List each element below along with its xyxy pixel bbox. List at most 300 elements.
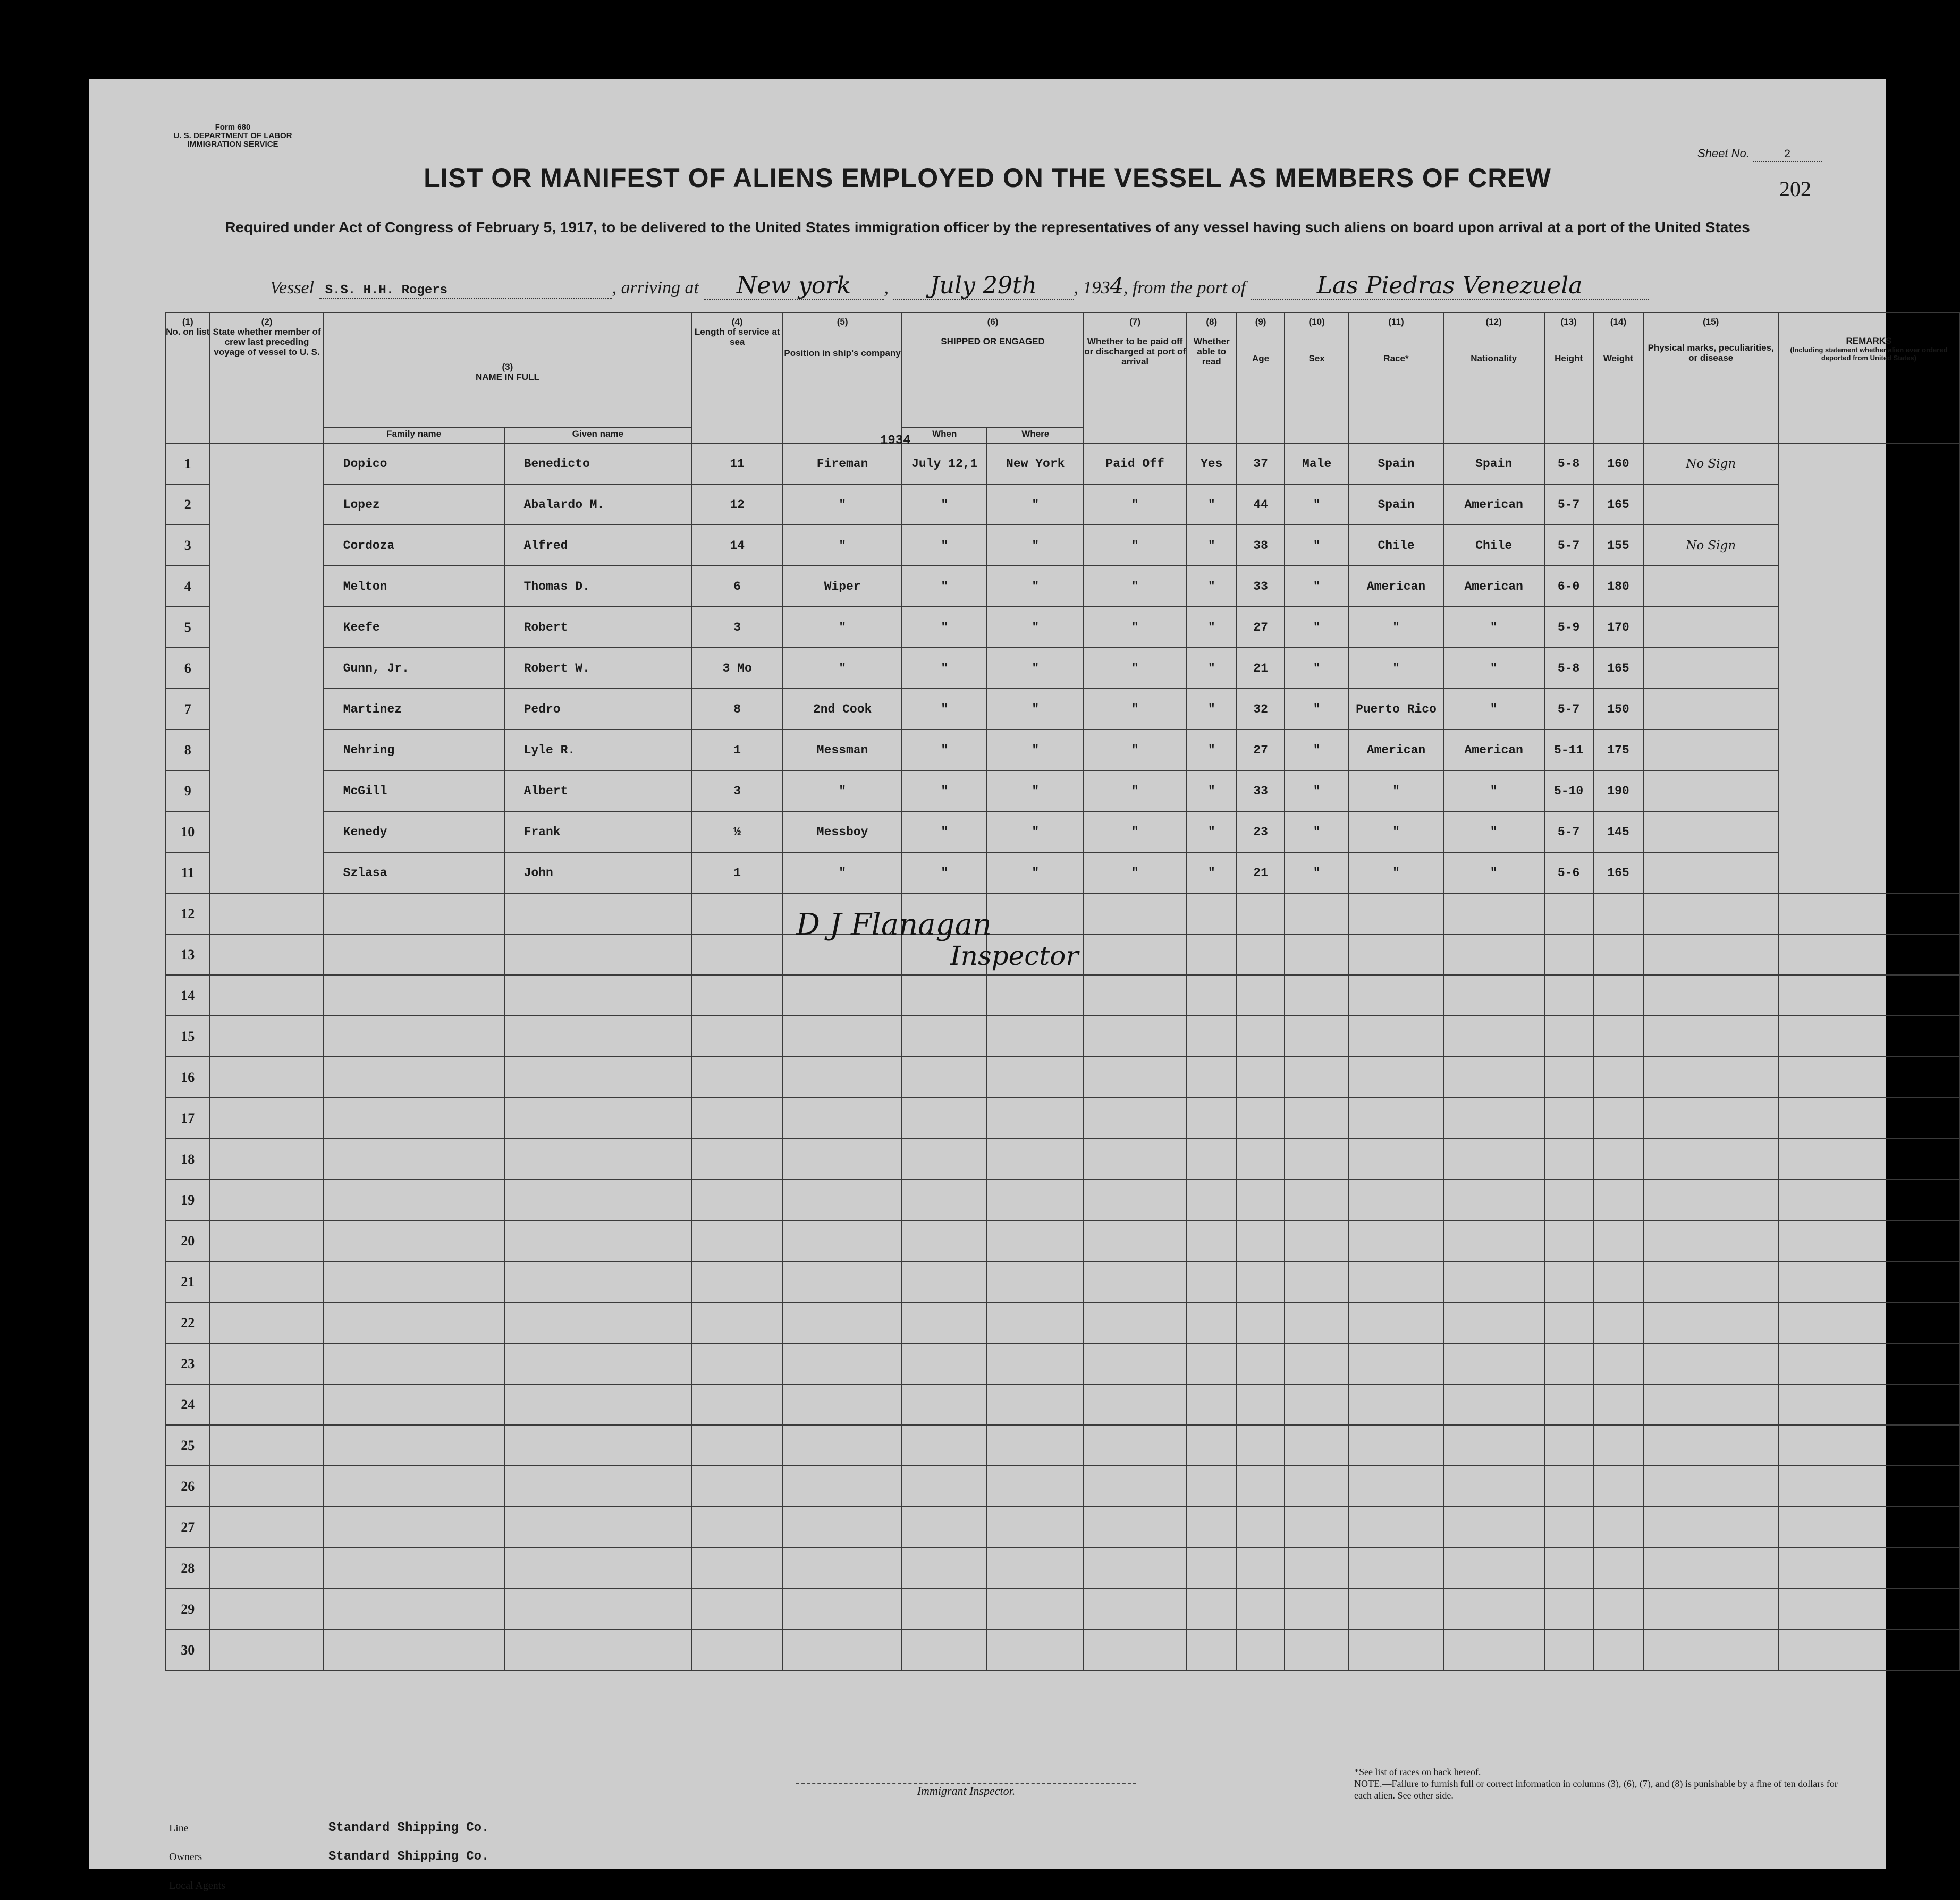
- blank-cell: [1349, 934, 1443, 975]
- cell-when: ": [902, 607, 987, 648]
- blank-cell: [691, 1098, 783, 1139]
- blank-cell: [1349, 1016, 1443, 1057]
- cell-read: Yes: [1186, 443, 1237, 484]
- table-row: [165, 811, 1959, 852]
- blank-cell: [324, 1507, 504, 1548]
- cell-remarks: [1778, 525, 1959, 566]
- blank-cell: [210, 893, 323, 934]
- cell-paid: ": [1084, 607, 1186, 648]
- row-number: 27: [165, 1507, 210, 1548]
- blank-cell: [1544, 1180, 1593, 1220]
- blank-cell: [902, 1302, 987, 1343]
- blank-cell: [902, 1589, 987, 1630]
- blank-cell: [1443, 1548, 1544, 1589]
- blank-cell: [1593, 934, 1644, 975]
- blank-cell: [1443, 1180, 1544, 1220]
- row-number: 2: [165, 484, 210, 525]
- blank-cell: [1593, 1548, 1644, 1589]
- row-number: 4: [165, 566, 210, 607]
- blank-cell: [1544, 1343, 1593, 1384]
- cell-when: ": [902, 852, 987, 893]
- blank-cell: [1237, 1425, 1285, 1466]
- cell-when: ": [902, 689, 987, 730]
- col-last-voyage: (2) State whether member of crew last preceding voyage of vessel to U. S.: [210, 313, 323, 443]
- blank-cell: [902, 1139, 987, 1180]
- blank-cell: [1084, 1220, 1186, 1261]
- blank-cell: [1778, 1220, 1959, 1261]
- blank-cell: [1285, 1220, 1349, 1261]
- cell-position: ": [783, 484, 902, 525]
- blank-cell: [1084, 1016, 1186, 1057]
- cell-race: ": [1349, 648, 1443, 689]
- cell-sex: ": [1285, 770, 1349, 811]
- blank-cell: [783, 1425, 902, 1466]
- blank-cell: [1544, 1016, 1593, 1057]
- blank-cell: [902, 1384, 987, 1425]
- blank-cell: [210, 1098, 323, 1139]
- blank-cell: [691, 893, 783, 934]
- cell-remarks: [1778, 811, 1959, 852]
- cell-weight: 145: [1593, 811, 1644, 852]
- blank-cell: [1443, 1016, 1544, 1057]
- blank-cell: [504, 1630, 692, 1670]
- blank-cell: [1544, 1589, 1593, 1630]
- cell-age: 38: [1237, 525, 1285, 566]
- cell-nationality: Spain: [1443, 443, 1544, 484]
- inspector-title-signature: Inspector: [950, 940, 1079, 971]
- table-row: [165, 484, 1959, 525]
- blank-cell: [987, 1016, 1084, 1057]
- cell-position: ": [783, 852, 902, 893]
- cell-marks: [1644, 648, 1778, 689]
- blank-cell: [1644, 1548, 1778, 1589]
- cell-remarks: [1778, 648, 1959, 689]
- cell-where: ": [987, 811, 1084, 852]
- cell-nationality: ": [1443, 852, 1544, 893]
- blank-cell: [1443, 1384, 1544, 1425]
- blank-cell: [210, 1589, 323, 1630]
- blank-cell: [1544, 893, 1593, 934]
- table-row: [165, 566, 1959, 607]
- blank-cell: [324, 1057, 504, 1098]
- row-number: 26: [165, 1466, 210, 1507]
- cell-height: 5-8: [1544, 648, 1593, 689]
- blank-cell: [504, 1343, 692, 1384]
- cell-where: ": [987, 607, 1084, 648]
- year-prefix: , 193: [1074, 278, 1110, 298]
- blank-cell: [1084, 1139, 1186, 1180]
- cell-weight: 175: [1593, 730, 1644, 770]
- footer-owners: [169, 1814, 489, 1900]
- blank-cell: [504, 1589, 692, 1630]
- blank-cell: [987, 1630, 1084, 1670]
- cell-where: ": [987, 730, 1084, 770]
- blank-cell: [1544, 1098, 1593, 1139]
- cell-height: 5-7: [1544, 689, 1593, 730]
- blank-cell: [1349, 1220, 1443, 1261]
- blank-cell: [1349, 1302, 1443, 1343]
- cell-weight: 165: [1593, 648, 1644, 689]
- blank-cell: [1778, 1425, 1959, 1466]
- blank-cell: [1186, 1261, 1237, 1302]
- cell-service: 14: [691, 525, 783, 566]
- cell-weight: 165: [1593, 852, 1644, 893]
- blank-cell: [783, 1057, 902, 1098]
- blank-cell: [1084, 1589, 1186, 1630]
- row-number: 10: [165, 811, 210, 852]
- blank-cell: [691, 1425, 783, 1466]
- blank-cell: [210, 1343, 323, 1384]
- blank-cell: [1084, 1343, 1186, 1384]
- blank-cell: [1186, 1098, 1237, 1139]
- cell-position: Messboy: [783, 811, 902, 852]
- blank-cell: [1186, 1589, 1237, 1630]
- blank-cell: [1593, 1384, 1644, 1425]
- cell-where: ": [987, 770, 1084, 811]
- blank-cell: [1544, 975, 1593, 1016]
- cell-read: ": [1186, 566, 1237, 607]
- col-race: (11) Race*: [1349, 313, 1443, 443]
- blank-cell: [1593, 1343, 1644, 1384]
- blank-cell: [1237, 934, 1285, 975]
- cell-given: Frank: [504, 811, 692, 852]
- blank-cell: [691, 1466, 783, 1507]
- table-row: [165, 770, 1959, 811]
- blank-row: [165, 1261, 1959, 1302]
- cell-where: New York: [987, 443, 1084, 484]
- blank-cell: [1778, 1139, 1959, 1180]
- blank-cell: [1237, 1261, 1285, 1302]
- cell-when: ": [902, 770, 987, 811]
- last-voyage-cell: [210, 811, 323, 852]
- sheet-label: Sheet No.: [1697, 147, 1750, 160]
- row-number: 3: [165, 525, 210, 566]
- cell-service: 11: [691, 443, 783, 484]
- cell-read: ": [1186, 730, 1237, 770]
- blank-cell: [691, 1343, 783, 1384]
- blank-cell: [1186, 1384, 1237, 1425]
- col-height: (13) Height: [1544, 313, 1593, 443]
- blank-cell: [1349, 1630, 1443, 1670]
- cell-weight: 165: [1593, 484, 1644, 525]
- blank-cell: [504, 1507, 692, 1548]
- blank-cell: [1644, 1589, 1778, 1630]
- blank-cell: [783, 1466, 902, 1507]
- cell-nationality: ": [1443, 770, 1544, 811]
- cell-sex: ": [1285, 811, 1349, 852]
- blank-cell: [1285, 1384, 1349, 1425]
- vessel-name: S.S. H.H. Rogers: [319, 283, 612, 299]
- row-number: 30: [165, 1630, 210, 1670]
- cell-where: ": [987, 689, 1084, 730]
- cell-height: 5-7: [1544, 525, 1593, 566]
- blank-cell: [691, 1139, 783, 1180]
- cell-read: ": [1186, 770, 1237, 811]
- blank-cell: [691, 1589, 783, 1630]
- cell-age: 37: [1237, 443, 1285, 484]
- table-row: [165, 730, 1959, 770]
- blank-cell: [1778, 1343, 1959, 1384]
- cell-race: Chile: [1349, 525, 1443, 566]
- blank-cell: [1644, 1425, 1778, 1466]
- cell-position: ": [783, 525, 902, 566]
- cell-paid: ": [1084, 525, 1186, 566]
- blank-cell: [1443, 1139, 1544, 1180]
- blank-cell: [210, 1425, 323, 1466]
- blank-cell: [504, 1098, 692, 1139]
- blank-cell: [1593, 975, 1644, 1016]
- blank-cell: [1186, 1302, 1237, 1343]
- blank-cell: [1349, 1139, 1443, 1180]
- blank-cell: [783, 1098, 902, 1139]
- blank-cell: [902, 975, 987, 1016]
- cell-family: Cordoza: [324, 525, 504, 566]
- blank-cell: [1237, 1548, 1285, 1589]
- cell-sex: ": [1285, 689, 1349, 730]
- row-number: 16: [165, 1057, 210, 1098]
- cell-weight: 190: [1593, 770, 1644, 811]
- inspector-line: Immigrant Inspector.: [796, 1783, 1136, 1798]
- blank-cell: [1349, 1057, 1443, 1098]
- cell-remarks: [1778, 852, 1959, 893]
- blank-cell: [783, 1016, 902, 1057]
- blank-row: [165, 1139, 1959, 1180]
- cell-position: ": [783, 770, 902, 811]
- blank-cell: [1644, 1302, 1778, 1343]
- line-value: Standard Shipping Co.: [328, 1821, 489, 1835]
- col-position: (5) Position in ship's company: [783, 313, 902, 443]
- cell-given: Alfred: [504, 525, 692, 566]
- blank-cell: [324, 893, 504, 934]
- cell-given: John: [504, 852, 692, 893]
- blank-cell: [902, 1630, 987, 1670]
- table-row: [165, 607, 1959, 648]
- cell-height: 5-6: [1544, 852, 1593, 893]
- cell-height: 5-11: [1544, 730, 1593, 770]
- blank-cell: [1237, 975, 1285, 1016]
- cell-family: McGill: [324, 770, 504, 811]
- cell-where: ": [987, 852, 1084, 893]
- cell-given: Thomas D.: [504, 566, 692, 607]
- row-number: 17: [165, 1098, 210, 1139]
- cell-family: Keefe: [324, 607, 504, 648]
- blank-cell: [1778, 1261, 1959, 1302]
- cell-nationality: ": [1443, 689, 1544, 730]
- blank-cell: [1778, 934, 1959, 975]
- cell-given: Abalardo M.: [504, 484, 692, 525]
- cell-marks: [1644, 852, 1778, 893]
- blank-cell: [210, 975, 323, 1016]
- blank-cell: [691, 1261, 783, 1302]
- cell-read: ": [1186, 484, 1237, 525]
- blank-cell: [1084, 1548, 1186, 1589]
- blank-row: [165, 1016, 1959, 1057]
- blank-cell: [1237, 893, 1285, 934]
- blank-cell: [1778, 1507, 1959, 1548]
- cell-when: ": [902, 811, 987, 852]
- blank-cell: [324, 1098, 504, 1139]
- blank-cell: [1593, 1507, 1644, 1548]
- blank-cell: [324, 1180, 504, 1220]
- col-age: (9) Age: [1237, 313, 1285, 443]
- blank-cell: [1593, 1425, 1644, 1466]
- form-number: Form 680: [215, 123, 251, 132]
- cell-position: Fireman: [783, 443, 902, 484]
- cell-nationality: ": [1443, 811, 1544, 852]
- blank-cell: [783, 1139, 902, 1180]
- blank-cell: [504, 1302, 692, 1343]
- cell-given: Pedro: [504, 689, 692, 730]
- cell-sex: ": [1285, 566, 1349, 607]
- blank-cell: [1443, 1630, 1544, 1670]
- cell-age: 23: [1237, 811, 1285, 852]
- blank-cell: [1644, 1384, 1778, 1425]
- col-paid-off: (7) Whether to be paid off or discharged at port of arrival: [1084, 313, 1186, 443]
- blank-cell: [783, 1220, 902, 1261]
- cell-remarks: [1778, 484, 1959, 525]
- cell-race: Puerto Rico: [1349, 689, 1443, 730]
- last-voyage-cell: [210, 730, 323, 770]
- cell-family: Kenedy: [324, 811, 504, 852]
- cell-height: 5-7: [1544, 484, 1593, 525]
- blank-cell: [1443, 1425, 1544, 1466]
- blank-row: [165, 1589, 1959, 1630]
- cell-race: Spain: [1349, 443, 1443, 484]
- blank-cell: [210, 1548, 323, 1589]
- col-weight: (14) Weight: [1593, 313, 1644, 443]
- blank-cell: [1084, 1384, 1186, 1425]
- blank-cell: [1443, 1343, 1544, 1384]
- blank-cell: [902, 1261, 987, 1302]
- cell-sex: ": [1285, 648, 1349, 689]
- cell-race: ": [1349, 852, 1443, 893]
- blank-cell: [1443, 1261, 1544, 1302]
- cell-service: 3: [691, 607, 783, 648]
- cell-read: ": [1186, 607, 1237, 648]
- blank-cell: [1084, 1261, 1186, 1302]
- blank-cell: [1349, 1384, 1443, 1425]
- blank-cell: [987, 1589, 1084, 1630]
- blank-cell: [1349, 1589, 1443, 1630]
- blank-row: [165, 893, 1959, 934]
- blank-cell: [691, 1548, 783, 1589]
- blank-cell: [987, 1425, 1084, 1466]
- cell-given: Lyle R.: [504, 730, 692, 770]
- blank-row: [165, 1343, 1959, 1384]
- page-number: 202: [1779, 177, 1811, 201]
- row-number: 7: [165, 689, 210, 730]
- note-text: NOTE.—Failure to furnish full or correct information in columns (3), (6), (7), and (8) is punishable by a fine of ten dollars for each alien. See other side.: [1354, 1778, 1838, 1801]
- cell-race: ": [1349, 811, 1443, 852]
- cell-when: ": [902, 648, 987, 689]
- blank-cell: [210, 1016, 323, 1057]
- col-sex: (10) Sex: [1285, 313, 1349, 443]
- blank-cell: [1644, 1139, 1778, 1180]
- cell-weight: 155: [1593, 525, 1644, 566]
- blank-cell: [1778, 1057, 1959, 1098]
- blank-cell: [1186, 1466, 1237, 1507]
- cell-paid: Paid Off: [1084, 443, 1186, 484]
- blank-cell: [210, 1220, 323, 1261]
- blank-cell: [324, 934, 504, 975]
- col-nationality: (12) Nationality: [1443, 313, 1544, 443]
- cell-when: July 12,1: [902, 443, 987, 484]
- blank-cell: [1544, 1466, 1593, 1507]
- blank-cell: [1593, 1589, 1644, 1630]
- blank-cell: [504, 1016, 692, 1057]
- blank-cell: [324, 1016, 504, 1057]
- row-number: 24: [165, 1384, 210, 1425]
- blank-cell: [1778, 1548, 1959, 1589]
- blank-cell: [1186, 1507, 1237, 1548]
- blank-row: [165, 1548, 1959, 1589]
- cell-paid: ": [1084, 648, 1186, 689]
- cell-marks: [1644, 770, 1778, 811]
- blank-cell: [1186, 1139, 1237, 1180]
- blank-cell: [1778, 1302, 1959, 1343]
- last-voyage-cell: [210, 525, 323, 566]
- blank-cell: [691, 1302, 783, 1343]
- blank-cell: [1544, 1139, 1593, 1180]
- blank-cell: [1544, 1630, 1593, 1670]
- cell-where: ": [987, 525, 1084, 566]
- blank-cell: [1544, 934, 1593, 975]
- blank-cell: [1778, 1589, 1959, 1630]
- last-voyage-cell: [210, 852, 323, 893]
- blank-cell: [1084, 1507, 1186, 1548]
- blank-cell: [783, 1343, 902, 1384]
- blank-row: [165, 1057, 1959, 1098]
- cell-age: 33: [1237, 770, 1285, 811]
- blank-cell: [783, 1384, 902, 1425]
- blank-cell: [210, 1261, 323, 1302]
- blank-cell: [1237, 1098, 1285, 1139]
- blank-cell: [1186, 1180, 1237, 1220]
- cell-nationality: ": [1443, 648, 1544, 689]
- blank-cell: [987, 1548, 1084, 1589]
- blank-cell: [1778, 1098, 1959, 1139]
- blank-cell: [1285, 1548, 1349, 1589]
- blank-cell: [1644, 1220, 1778, 1261]
- blank-cell: [902, 1016, 987, 1057]
- blank-cell: [1349, 1098, 1443, 1139]
- cell-position: ": [783, 607, 902, 648]
- blank-cell: [210, 1057, 323, 1098]
- department: U. S. DEPARTMENT OF LABOR: [173, 131, 292, 140]
- blank-cell: [210, 1507, 323, 1548]
- blank-cell: [324, 1261, 504, 1302]
- col-family-name: Family name: [324, 427, 504, 443]
- blank-cell: [691, 1180, 783, 1220]
- last-voyage-cell: [210, 484, 323, 525]
- row-number: 23: [165, 1343, 210, 1384]
- cell-service: 1: [691, 852, 783, 893]
- blank-cell: [987, 1302, 1084, 1343]
- cell-paid: ": [1084, 852, 1186, 893]
- blank-cell: [987, 1384, 1084, 1425]
- col-remarks: REMARKS (Including statement whether alien ever ordered deported from United States): [1778, 313, 1959, 443]
- table-row: [165, 525, 1959, 566]
- row-number: 11: [165, 852, 210, 893]
- blank-cell: [902, 1466, 987, 1507]
- blank-cell: [324, 1343, 504, 1384]
- cell-read: ": [1186, 689, 1237, 730]
- blank-cell: [1237, 1220, 1285, 1261]
- col-name: (3) NAME IN FULL: [324, 313, 691, 427]
- blank-cell: [1084, 1057, 1186, 1098]
- penalty-note: [1354, 1766, 1854, 1801]
- blank-cell: [987, 1180, 1084, 1220]
